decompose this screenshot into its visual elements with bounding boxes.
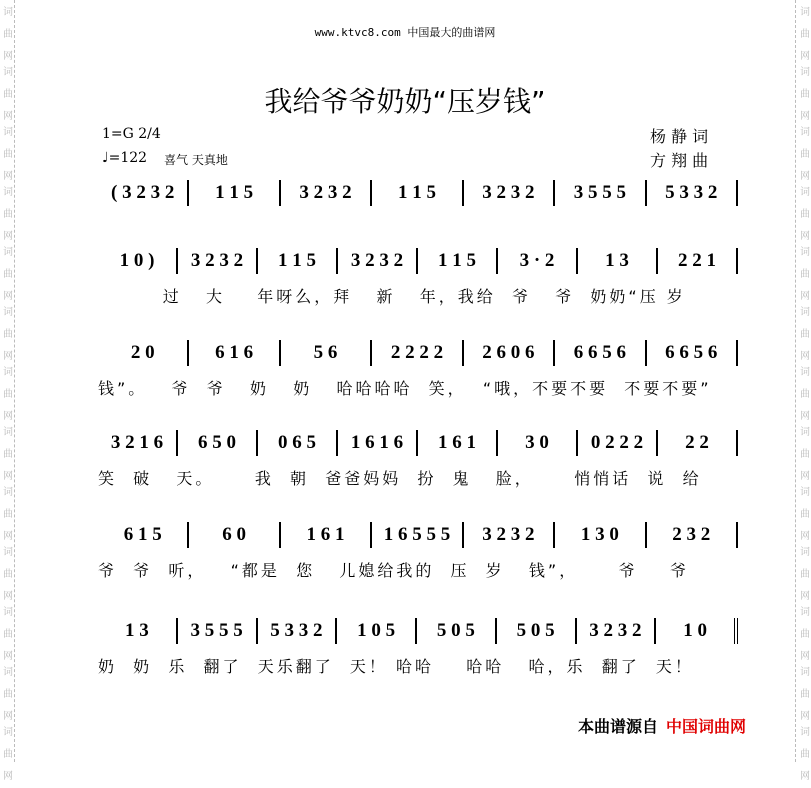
lyrics-line: 过 大 年呀么，拜 新 年，我给 爷 爷 奶奶“压 岁	[98, 287, 686, 306]
watermark-text: 词 曲 网	[3, 427, 13, 482]
watermark-text: 词 曲 网	[800, 727, 810, 782]
measure: 1 1 5	[258, 248, 338, 274]
watermark-text: 词 曲 网	[800, 307, 810, 362]
measure: 2 2 1	[658, 248, 738, 274]
watermark-text: 词 曲 网	[3, 307, 13, 362]
mood: 喜气 天真地	[164, 153, 228, 167]
measure: 6 1 5	[98, 522, 189, 548]
watermark-text: 词 曲 网	[800, 487, 810, 542]
watermark-text: 词 曲 网	[3, 607, 13, 662]
watermark-text: 词 曲 网	[3, 247, 13, 302]
watermark-text: 词 曲 网	[800, 187, 810, 242]
watermark-text: 词 曲 网	[3, 667, 13, 722]
watermark-text: 词 曲 网	[800, 127, 810, 182]
measure: 3 2 3 2	[281, 180, 372, 206]
watermark-text: 词 曲 网	[800, 67, 810, 122]
measure: 1 0 )	[98, 248, 178, 274]
watermark-text: 词 曲 网	[3, 727, 13, 782]
measure: 1 6 1 6	[338, 430, 418, 456]
measure: 1 6 1	[281, 522, 372, 548]
lyrics-line: 奶 奶 乐 翻了 天乐翻了 天！ 哈哈 哈哈 哈，乐 翻了 天！	[98, 657, 694, 676]
composer: 方 翔 曲	[650, 151, 709, 170]
measure: 1 3 0	[555, 522, 646, 548]
measure: 1 6 5 5 5	[372, 522, 463, 548]
measure: 5 0 5	[417, 618, 497, 644]
measure: 3 2 3 2	[338, 248, 418, 274]
lyrics-line: 钱”。 爷 爷 奶 奶 哈哈哈哈 笑， “哦，不要不要 不要不要”	[98, 379, 712, 398]
notation-row	[98, 430, 738, 456]
watermark-text: 词 曲 网	[3, 127, 13, 182]
notation-row	[98, 248, 738, 274]
measure: 3 5 5 5	[555, 180, 646, 206]
measure: 1 1 5	[418, 248, 498, 274]
measure: 1 0 5	[337, 618, 417, 644]
footer	[578, 714, 746, 737]
measure: 3 2 3 2	[464, 180, 555, 206]
measure: 3 0	[498, 430, 578, 456]
measure: 2 6 0 6	[464, 340, 555, 366]
footer-site-link[interactable]: 中国词曲网	[666, 717, 747, 736]
watermark-text: 词 曲 网	[800, 367, 810, 422]
watermark-text: 词 曲 网	[3, 7, 13, 62]
measure: 5 3 3 2	[647, 180, 738, 206]
measure: 6 6 5 6	[555, 340, 646, 366]
measure: 5 3 3 2	[258, 618, 338, 644]
watermark-text: 词 曲 网	[3, 487, 13, 542]
measure: 6 1 6	[189, 340, 280, 366]
measure: 6 6 5 6	[647, 340, 738, 366]
watermark-text: 词 曲 网	[3, 367, 13, 422]
measure: 3 2 3 2	[577, 618, 657, 644]
notation-row	[98, 340, 738, 366]
measure: 6 5 0	[178, 430, 258, 456]
measure: 3 2 1 6	[98, 430, 178, 456]
song-title: 我给爷爷奶奶“压岁钱”	[264, 85, 546, 118]
measure: 2 2	[658, 430, 738, 456]
measure: 0 6 5	[258, 430, 338, 456]
site-header: www.ktvc8.com 中国最大的曲谱网	[314, 26, 496, 39]
watermark-text: 词 曲 网	[800, 667, 810, 722]
measure: 2 2 2 2	[372, 340, 463, 366]
watermark-text: 词 曲 网	[3, 547, 13, 602]
measure: 5 0 5	[497, 618, 577, 644]
tempo: ♩=122	[102, 150, 148, 166]
lyrics-line: 笑 破 天。 我 朝 爸爸妈妈 扮 鬼 脸， 悄悄话 说 给	[98, 469, 702, 488]
measure: ( 3 2 3 2	[98, 180, 189, 206]
lyrics-line: 爷 爷 听， “都是 您 儿媳给我的 压 岁 钱”， 爷 爷	[98, 561, 689, 580]
watermark-text: 词 曲 网	[3, 67, 13, 122]
measure: 1 3	[578, 248, 658, 274]
measure: 3 5 5 5	[178, 618, 258, 644]
lyricist: 杨 静 词	[650, 127, 709, 146]
measure: 1 1 5	[189, 180, 280, 206]
measure: 2 0	[98, 340, 189, 366]
footer-source: 本曲谱源自	[578, 717, 659, 736]
measure: 3 2 3 2	[464, 522, 555, 548]
watermark-text: 词 曲 网	[800, 7, 810, 62]
measure: 2 3 2	[647, 522, 738, 548]
watermark-text: 词 曲 网	[800, 247, 810, 302]
measure: 3 2 3 2	[178, 248, 258, 274]
notation-row	[98, 618, 738, 644]
measure: 1 3	[98, 618, 178, 644]
watermark-text: 词 曲 网	[800, 547, 810, 602]
measure: 3 · 2	[498, 248, 578, 274]
watermark-text: 词 曲 网	[800, 607, 810, 662]
measure: 1 0	[656, 618, 738, 644]
measure: 0 2 2 2	[578, 430, 658, 456]
watermark-text: 词 曲 网	[3, 187, 13, 242]
notation-row	[98, 522, 738, 548]
key-signature: 1=G 2/4	[102, 126, 161, 142]
watermark-text: 词 曲 网	[800, 427, 810, 482]
measure: 5 6	[281, 340, 372, 366]
notation-row	[98, 180, 738, 206]
measure: 6 0	[189, 522, 280, 548]
measure: 1 1 5	[372, 180, 463, 206]
measure: 1 6 1	[418, 430, 498, 456]
